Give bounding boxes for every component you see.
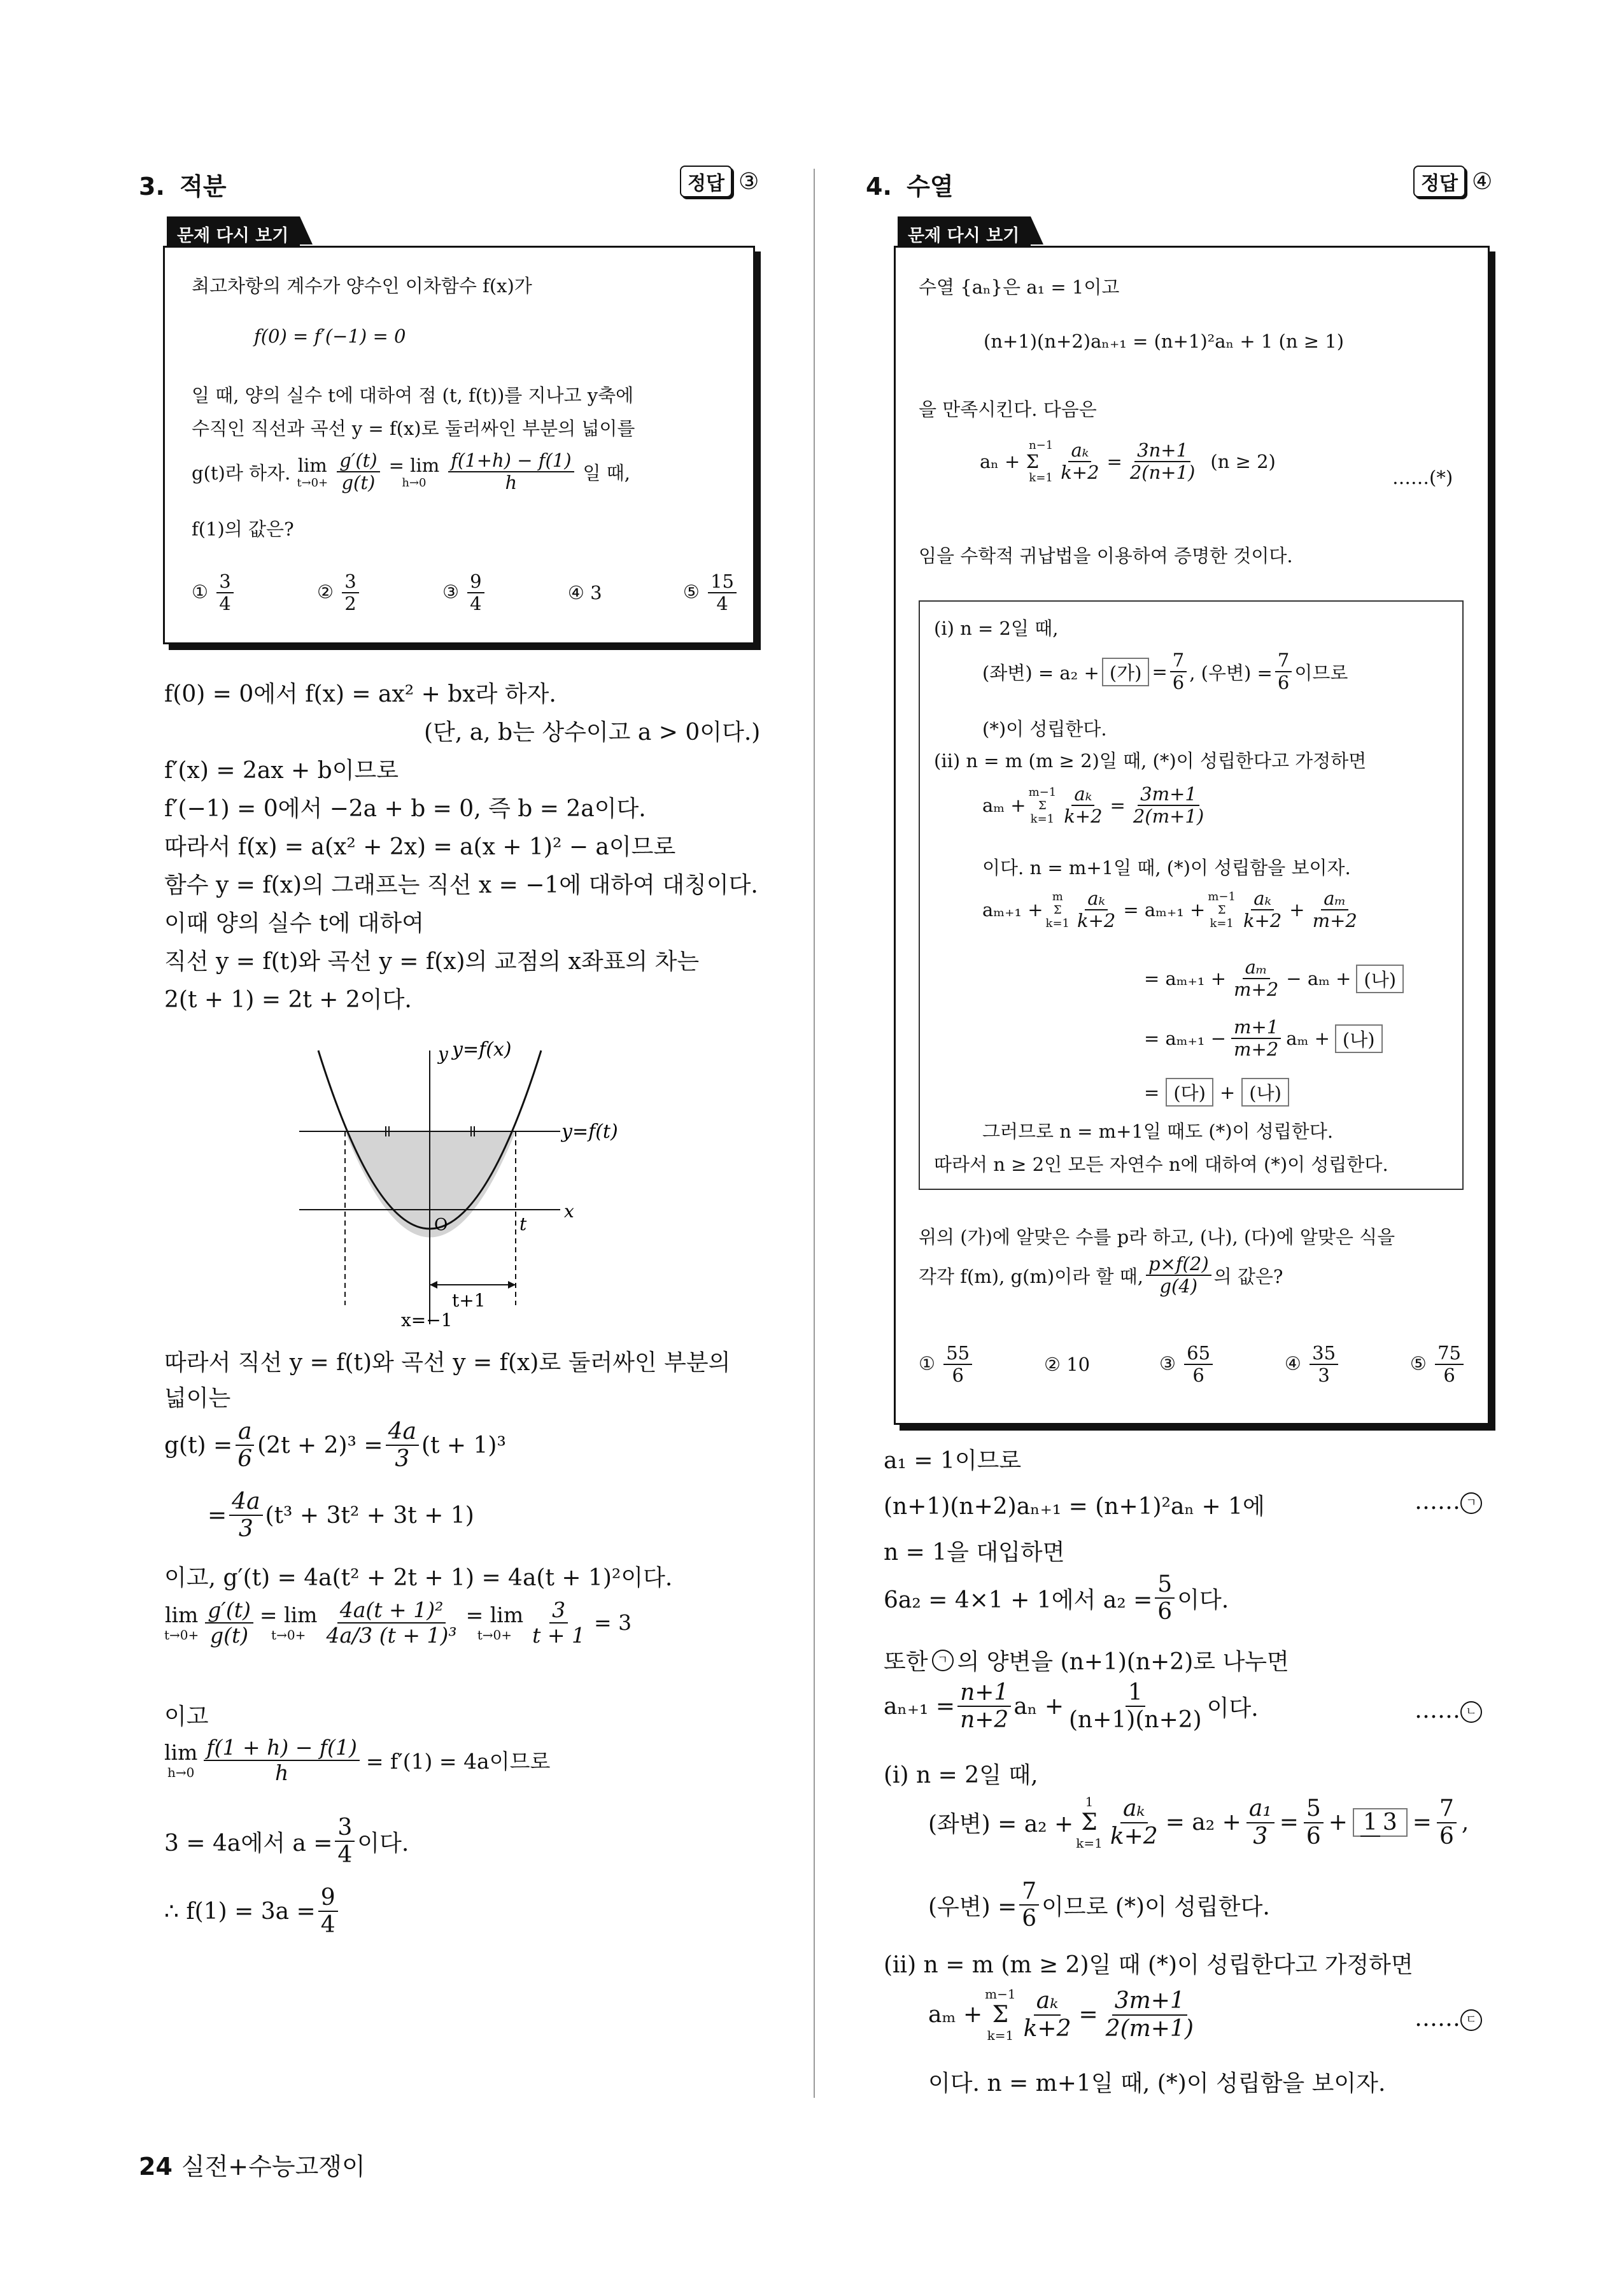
problem3-limit-lhs: lim t→0+ xyxy=(297,454,328,490)
problem4-subject: 수열 xyxy=(907,173,954,201)
sol4-line-1: a₁ = 1이므로 xyxy=(884,1448,1022,1474)
answer-tag: 정답 xyxy=(680,166,732,197)
problem3-line-3: 일 때, 양의 실수 t에 대하여 점 (t, f(t))를 지나고 y축에 xyxy=(192,385,634,406)
y-axis-label: y xyxy=(438,1043,448,1065)
sol3-limit-d: lim h→0 $\frac{f(1 + h) - f(1)}{h}$ = f′(1) = 4a이므로 xyxy=(164,1735,551,1785)
sol3-line-14: 3 = 4a에서 a = $\frac{3}{4}$ 이다. xyxy=(164,1815,409,1869)
problem3-box xyxy=(163,246,755,644)
sol4-line-6: aₙ₊₁ = $\frac{n+1}{n+2}$ aₙ + $\frac{1}{(n+1)(n+2)}$ 이다. xyxy=(884,1680,1259,1734)
problem4-choices xyxy=(919,1343,1466,1387)
problem3-choices xyxy=(192,571,739,615)
sol4-line-3: n = 1을 대입하면 xyxy=(884,1539,1065,1566)
problem3-question: f(1)의 값은? xyxy=(192,518,294,540)
problem4-heading xyxy=(866,167,954,202)
book-title: 실전+수능고쟁이 xyxy=(181,2153,365,2181)
width-label: t+1 xyxy=(452,1290,486,1311)
sol3-line-5: 따라서 f(x) = a(x² + 2x) = a(x + 1)² − a이므로 xyxy=(164,834,676,860)
blank-ga: (가) xyxy=(1102,658,1150,686)
sol4-tag-2: …… ㄴ xyxy=(1415,1697,1482,1723)
sol3-g2: = $\frac{4a}{3}$ (t³ + 3t² + 3t + 1) xyxy=(208,1489,474,1543)
p4-line-1: 수열 {aₙ}은 a₁ = 1이고 xyxy=(919,276,1120,298)
problem4-number: 4. xyxy=(866,173,892,201)
problem4-answer xyxy=(1413,166,1492,197)
sol4-line-8: (좌변) = a₂ + 1 Σ k=1 $\frac{\text{aₖ}}{k+2}$ = a₂ + $\frac{\text{a₁}}{3}$ = $\frac{5}{6}$ + 1 3 = $\frac{7}{6}$ , xyxy=(928,1794,1469,1851)
proof-step-2: = aₘ₊₁ + $\frac{\text{aₘ}}{m+2}$ − aₘ + (나) xyxy=(1144,957,1406,1001)
proof-case-2-mid: 이다. n = m+1일 때, (*)이 성립함을 보이자. xyxy=(982,857,1351,879)
x-axis-label: x xyxy=(564,1201,574,1222)
problem3-line-5 xyxy=(192,450,630,494)
problem3-gt-text: g(t)라 하자. xyxy=(192,462,291,484)
sol4-tag-1: …… ㄱ xyxy=(1415,1489,1482,1515)
sol4-line-10: (ⅱ) n = m (m ≥ 2)일 때 (*)이 성립한다고 가정하면 xyxy=(884,1952,1413,1978)
proof-conclusion-1: 그러므로 n = m+1일 때도 (*)이 성립한다. xyxy=(982,1121,1334,1142)
choice-2[interactable]: ② 10 xyxy=(1043,1354,1091,1376)
problem3-number: 3. xyxy=(139,173,165,201)
blank-na-3: (나) xyxy=(1241,1078,1289,1107)
arrow-head-right xyxy=(508,1281,516,1289)
answer-value: ③ xyxy=(738,168,759,195)
problem3-answer xyxy=(680,166,759,197)
sol3-line-10: 따라서 직선 y = f(t)와 곡선 y = f(x)로 둘러싸인 부분의 xyxy=(164,1350,731,1376)
sol3-line-6: 함수 y = f(x)의 그래프는 직선 x = −1에 대하여 대칭이다. xyxy=(164,872,758,898)
column-divider xyxy=(814,169,815,2098)
p4-star-tag: ……(*) xyxy=(1392,467,1453,488)
answer-tag: 정답 xyxy=(1413,166,1465,197)
p4-line-4: 임을 수학적 귀납법을 이용하여 증명한 것이다. xyxy=(919,545,1293,567)
sol4-line-4: 6a₂ = 4×1 + 1에서 a₂ = $\frac{5}{6}$ 이다. xyxy=(884,1571,1229,1625)
page-footer xyxy=(139,2147,365,2182)
arrow-head-left xyxy=(430,1281,437,1289)
line-label: y=f(t) xyxy=(561,1121,618,1143)
parabola-graph xyxy=(293,1031,649,1331)
proof-case-1: (ⅰ) n = 2일 때, xyxy=(934,618,1059,639)
sol3-line-13: 이고 xyxy=(164,1704,209,1730)
problem3-condition: f(0) = f′(−1) = 0 xyxy=(254,325,406,347)
choice-1[interactable]: ① $\frac{55}{6}$ xyxy=(919,1343,975,1387)
proof-case-1-eq: (좌변) = a₂ + (가) = $\frac{7}{6}$ , (우변) = $\frac{7}{6}$ 이므로 xyxy=(982,649,1348,694)
problem3-heading xyxy=(139,167,227,202)
proof-box xyxy=(919,600,1464,1190)
sol3-line-3: f′(x) = 2ax + b이므로 xyxy=(164,758,399,784)
p4-star-equation: aₙ + Σ n−1 k=1 $\frac{\text{aₖ}}{k+2}$ = $\frac{3n+1}{2(n+1)}$ (n ≥ 2) xyxy=(980,439,1276,485)
sol3-line-7: 이때 양의 실수 t에 대하여 xyxy=(164,910,425,937)
sol4-tag-3: …… ㄷ xyxy=(1415,2006,1482,2032)
proof-case-1-end: (*)이 성립한다. xyxy=(982,718,1107,740)
sol3-line-9: 2(t + 1) = 2t + 2이다. xyxy=(164,987,412,1013)
choice-5[interactable]: ⑤ $\frac{15}{4}$ xyxy=(683,571,739,615)
curve-label: y=f(x) xyxy=(452,1038,512,1061)
blank-na-2: (나) xyxy=(1335,1024,1383,1053)
origin-label: O xyxy=(434,1215,448,1235)
problem3-limit-rhs: = lim h→0 xyxy=(388,454,440,490)
choice-5[interactable]: ⑤ $\frac{75}{6}$ xyxy=(1410,1343,1466,1387)
sol3-g1: g(t) = $\frac{a}{6}$ (2t + 2)³ = $\frac{4a}{3}$ (t + 1)³ xyxy=(164,1418,506,1473)
problem3-line-1: 최고차항의 계수가 양수인 이차함수 f(x)가 xyxy=(192,275,532,297)
sol4-line-12: 이다. n = m+1일 때, (*)이 성립함을 보이자. xyxy=(928,2070,1386,2097)
problem3-limit-rhs-frac: $\frac{f(1+h) - f(1)}{h}$ xyxy=(448,450,574,494)
sol3-line-2: (단, a, b는 상수이고 a > 0이다.) xyxy=(424,719,761,746)
blank-na: (나) xyxy=(1356,965,1404,993)
t-label: t xyxy=(519,1213,527,1235)
proof-case-2: (ⅱ) n = m (m ≥ 2)일 때, (*)이 성립한다고 가정하면 xyxy=(934,750,1367,772)
choice-2[interactable]: ② $\frac{3}{2}$ xyxy=(317,571,362,615)
problem3-subject: 적분 xyxy=(180,173,227,201)
p4-recurrence: (n+1)(n+2)aₙ₊₁ = (n+1)²aₙ + 1 (n ≥ 1) xyxy=(984,330,1345,352)
sol4-line-9: (우변) = $\frac{7}{6}$ 이므로 (*)이 성립한다. xyxy=(928,1878,1270,1932)
page-number: 24 xyxy=(139,2153,173,2181)
p4-question-2: 각각 f(m), g(m)이라 할 때, $\frac{p\times f(2)}{g(4)}$ 의 값은? xyxy=(919,1253,1283,1298)
choice-4[interactable]: ④ $\frac{35}{3}$ xyxy=(1285,1343,1341,1387)
blank-da: (다) xyxy=(1166,1078,1213,1107)
choice-4[interactable]: ④ 3 xyxy=(567,582,602,604)
p4-line-3: 을 만족시킨다. 다음은 xyxy=(919,399,1097,420)
axis-of-symmetry-label: x=−1 xyxy=(401,1310,453,1331)
sol3-line-4: f′(−1) = 0에서 −2a + b = 0, 즉 b = 2a이다. xyxy=(164,796,646,822)
p4-question-1: 위의 (가)에 알맞은 수를 p라 하고, (나), (다)에 알맞은 식을 xyxy=(919,1226,1395,1248)
sol4-line-5: 또한 ㄱ 의 양변을 (n+1)(n+2)로 나누면 xyxy=(884,1649,1289,1675)
choice-3[interactable]: ③ $\frac{65}{6}$ xyxy=(1159,1343,1215,1387)
problem3-when-text: 일 때, xyxy=(583,462,631,484)
proof-conclusion-2: 따라서 n ≥ 2인 모든 자연수 n에 대하여 (*)이 성립한다. xyxy=(934,1154,1388,1175)
sol3-line-12: 이고, g′(t) = 4a(t² + 2t + 1) = 4a(t + 1)²이다. xyxy=(164,1565,673,1591)
problem4-box xyxy=(894,246,1490,1425)
proof-step-3: = aₘ₊₁ − $\frac{m+1}{m+2}$ aₘ + (나) xyxy=(1144,1017,1385,1061)
sol3-line-11: 넓이는 xyxy=(164,1385,231,1411)
sol3-line-15: ∴ f(1) = 3a = $\frac{9}{4}$ xyxy=(164,1885,341,1939)
sol3-line-1: f(0) = 0에서 f(x) = ax² + bx라 하자. xyxy=(164,681,556,707)
choice-3[interactable]: ③ $\frac{9}{4}$ xyxy=(442,571,487,615)
problem4-review-tab: 문제 다시 보기 xyxy=(898,216,1031,250)
problem3-review-tab: 문제 다시 보기 xyxy=(167,216,300,250)
proof-hypothesis: aₘ + m−1 Σ k=1 $\frac{\text{aₖ}}{k+2}$ = $\frac{3m+1}{2(m+1)}$ xyxy=(982,783,1204,828)
sol4-line-11: aₘ + m−1 Σ k=1 $\frac{\text{aₖ}}{k+2}$ = $\frac{3m+1}{2(m+1)}$ xyxy=(928,1986,1194,2043)
proof-step-1: aₘ₊₁ + m Σ k=1 $\frac{\text{aₖ}}{k+2}$ = aₘ₊₁ + m−1 Σ k=1 $\frac{\text{aₖ}}{k+2}$ + $\frac{\text{aₘ}}{m+2}$ xyxy=(982,888,1357,932)
choice-1[interactable]: ① $\frac{3}{4}$ xyxy=(192,571,236,615)
problem3-limit-lhs-frac: $\frac{g'(t)}{g(t)}$ xyxy=(337,450,379,494)
sol4-line-2: (n+1)(n+2)aₙ₊₁ = (n+1)²aₙ + 1에 xyxy=(884,1494,1265,1520)
sol4-line-7: (ⅰ) n = 2일 때, xyxy=(884,1762,1038,1788)
problem3-line-4: 수직인 직선과 곡선 y = f(x)로 둘러싸인 부분의 넓이를 xyxy=(192,418,635,439)
proof-step-4: = (다) + (나) xyxy=(1144,1078,1292,1107)
answer-value: ④ xyxy=(1471,168,1493,195)
sol3-line-8: 직선 y = f(t)와 곡선 y = f(x)의 교점의 x좌표의 차는 xyxy=(164,949,700,975)
sol3-limits: lim t→0+ $\frac{g'(t)}{g(t)}$ = lim t→0+ $\frac{\text{4a(t + 1)²}}{\text{4a/3 (t + 1)³}}$ = lim t→0+ $\frac{3}{t + 1}$ = 3 xyxy=(164,1597,632,1648)
